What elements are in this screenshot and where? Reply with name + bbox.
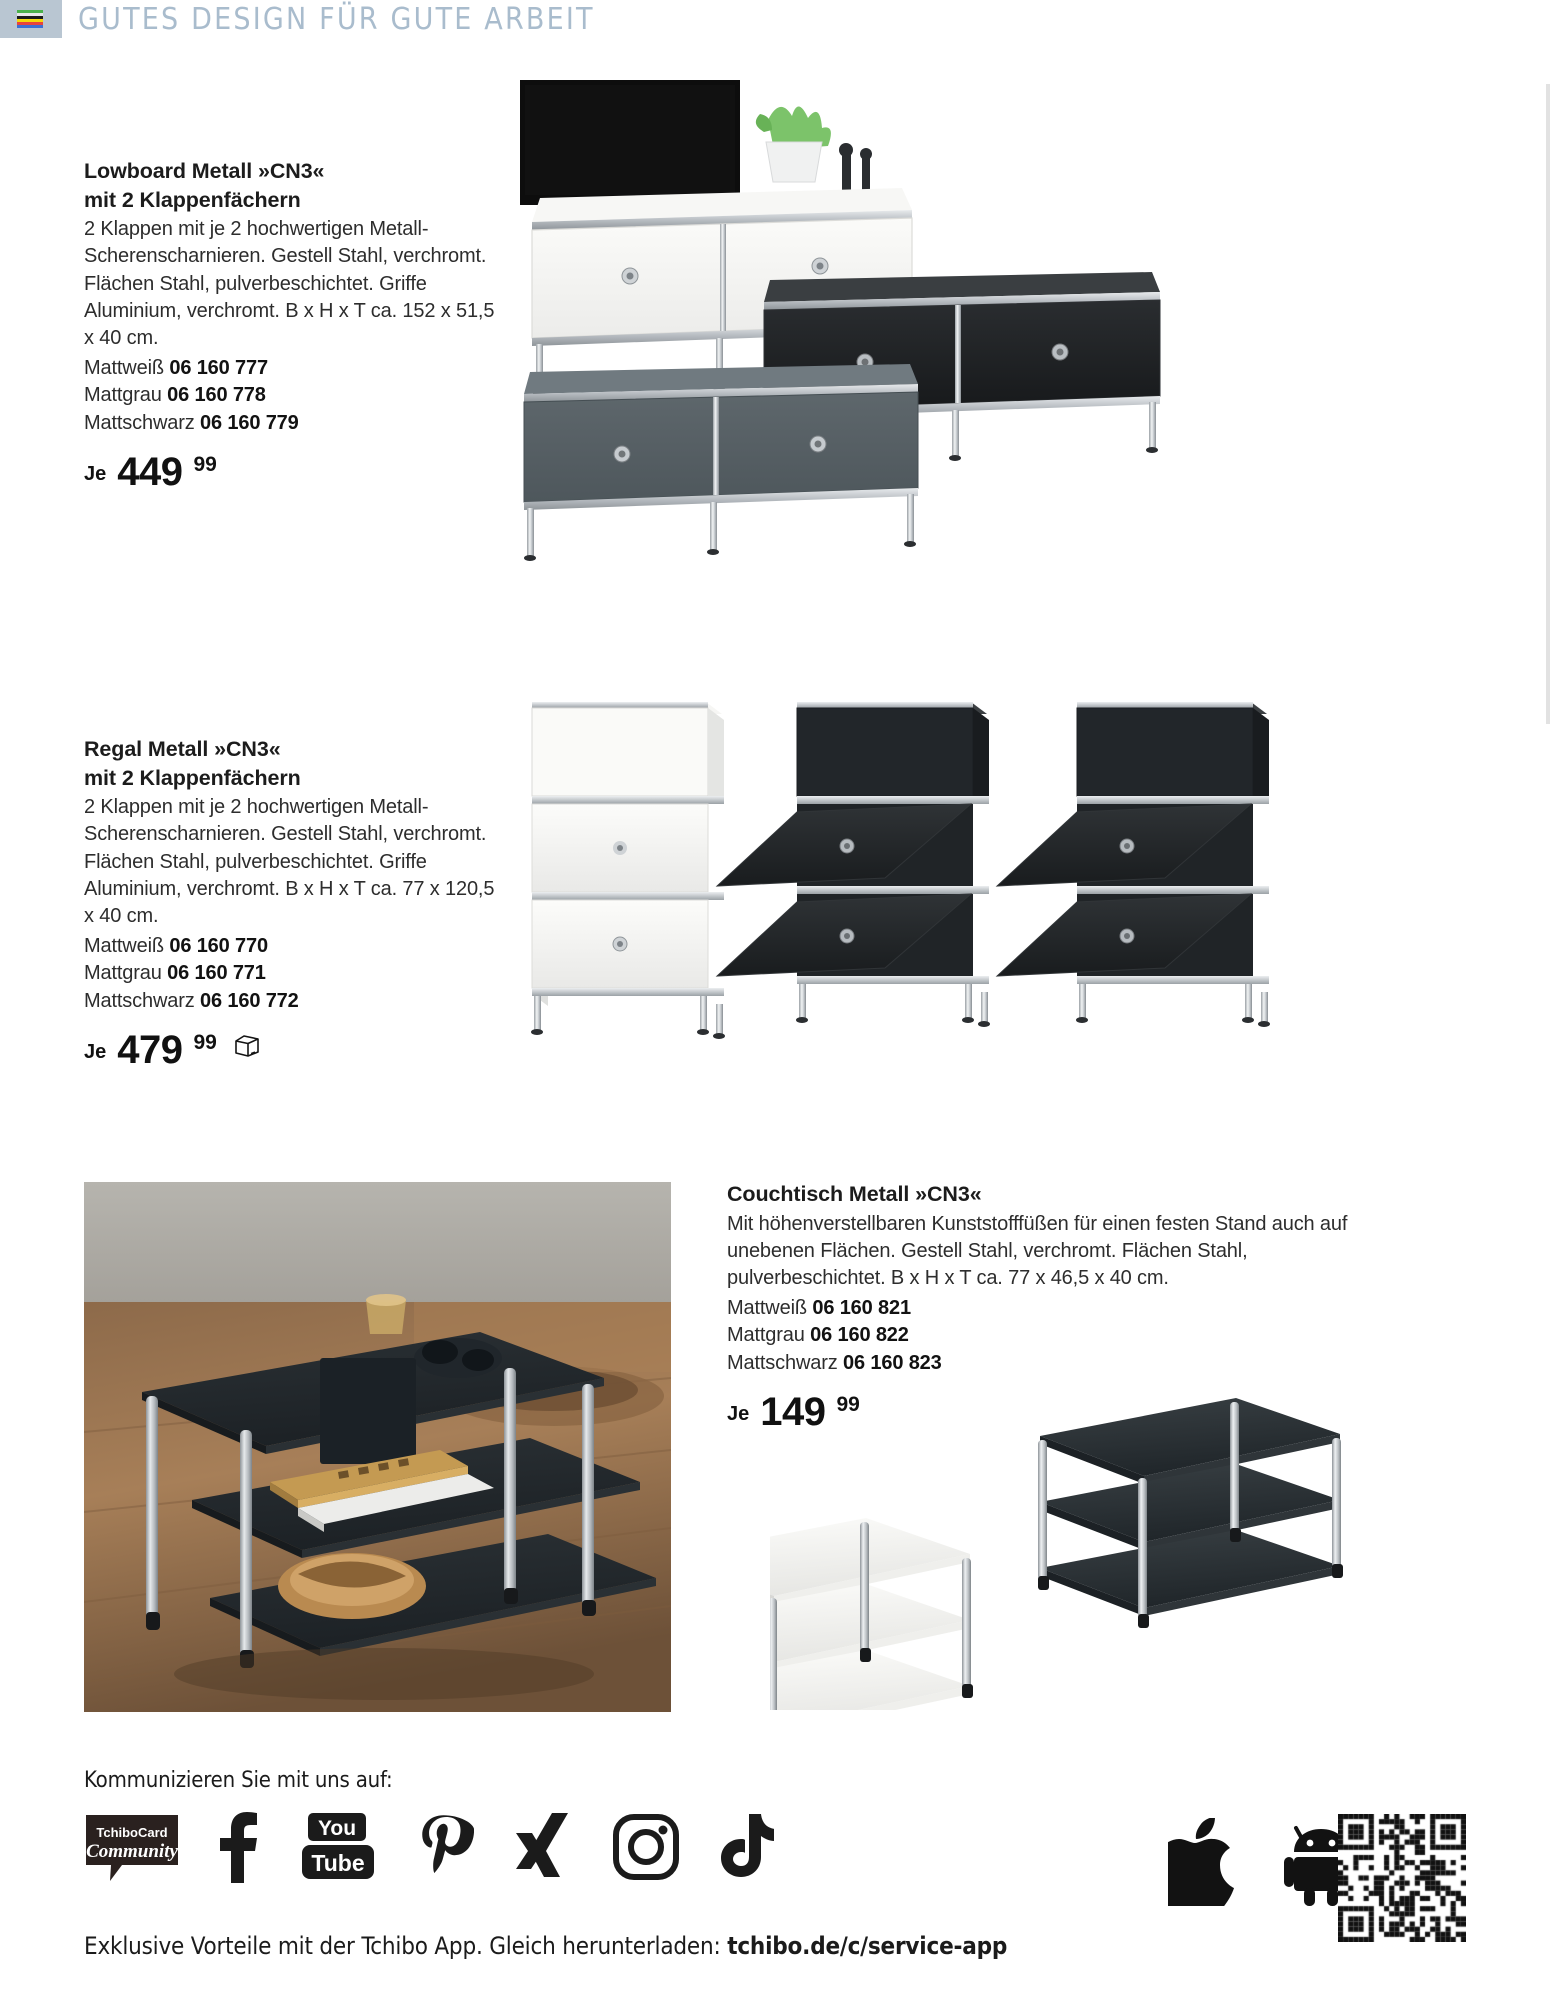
variant-row (84, 960, 504, 987)
couchtisch-lifestyle-photo (84, 1182, 671, 1712)
apple-logo-icon[interactable] (1168, 1818, 1242, 1911)
lowboard-articles (84, 355, 504, 437)
right-rule (1546, 84, 1550, 724)
regal-product-image (520, 700, 1530, 1100)
variant-color: Mattweiß (84, 935, 164, 958)
price-euros: 449 (117, 449, 183, 494)
price-euros: 149 (760, 1389, 826, 1434)
lowboard-illustration (520, 80, 1530, 640)
app-url[interactable]: tchibo.de/c/service-app (727, 1932, 1008, 1960)
couchtisch-product-images (770, 1370, 1450, 1710)
wood-bowl-decor (278, 1553, 426, 1619)
variant-color: Mattschwarz (727, 1351, 838, 1374)
variant-row (727, 1322, 1367, 1349)
price-cents: 99 (836, 1392, 860, 1416)
color-registration-mark-icon (17, 10, 43, 28)
regal-description: 2 Klappen mit je 2 hochwertigen Metall-Scherenscharnieren. Gestell Stahl, verchromt. Flächen Stahl, pulverbeschichtet. Griffe Aluminium, verchromt. B x H x T ca. 77 x 120,5 x 40 cm. (84, 796, 495, 927)
variant-row (84, 382, 504, 409)
regal-title-line2: mit 2 Klappenfächern (84, 765, 301, 790)
variant-color: Mattschwarz (84, 989, 195, 1012)
lowboard-title-line1: Lowboard Metall »CN3« (84, 159, 325, 183)
headphones-decor (414, 1338, 502, 1378)
youtube-line2: Tube (311, 1850, 365, 1876)
variant-row (84, 410, 504, 437)
page-title: GUTES DESIGN FÜR GUTE ARBEIT (78, 2, 595, 37)
variant-article: 06 160 771 (167, 962, 266, 985)
instagram-icon[interactable] (612, 1810, 680, 1884)
regal-title-line1: Regal Metall »CN3« (84, 737, 281, 761)
facebook-icon[interactable] (218, 1810, 262, 1884)
tchibocard-line2: Community (86, 1841, 178, 1862)
app-promo-text: Exklusive Vorteile mit der Tchibo App. Gleich herunterladen: (84, 1932, 728, 1960)
lowboard-title-line2: mit 2 Klappenfächern (84, 187, 301, 212)
tchibocard-line1: TchiboCard (96, 1825, 168, 1840)
couchtisch-photo-illustration (84, 1182, 671, 1712)
social-links (84, 1810, 774, 1884)
price-cents: 99 (193, 452, 217, 476)
variant-article: 06 160 822 (810, 1324, 909, 1347)
variant-row (84, 355, 504, 382)
package-box-icon (234, 1034, 260, 1069)
xing-icon[interactable] (512, 1810, 574, 1884)
variant-article: 06 160 777 (169, 357, 268, 380)
lowboard-product-image (520, 80, 1530, 640)
variant-article: 06 160 770 (169, 935, 268, 958)
price-euros: 479 (117, 1027, 183, 1072)
regal-articles (84, 933, 504, 1015)
regal-price (84, 1027, 504, 1072)
price-cents: 99 (193, 1030, 217, 1054)
variant-row (84, 988, 504, 1015)
qr-code-icon[interactable] (1338, 1814, 1466, 1942)
regal-illustration (520, 700, 1530, 1100)
tchibocard-community-icon[interactable] (84, 1810, 180, 1884)
price-prefix: Je (727, 1402, 750, 1425)
registration-block (0, 0, 62, 38)
youtube-line1: You (317, 1817, 357, 1840)
variant-color: Mattweiß (84, 357, 164, 380)
price-prefix: Je (84, 1040, 107, 1063)
variant-color: Mattschwarz (84, 411, 195, 434)
variant-color: Mattweiß (727, 1297, 807, 1320)
glass-decor (366, 1294, 406, 1334)
variant-color: Mattgrau (84, 384, 162, 407)
variant-article: 06 160 823 (843, 1351, 942, 1374)
plant-decor (756, 106, 831, 182)
lowboard-text-block (84, 157, 504, 494)
couchtisch-title: Couchtisch Metall »CN3« (727, 1182, 982, 1206)
app-promo-line (84, 1932, 1007, 1960)
variant-article: 06 160 821 (812, 1297, 911, 1320)
variant-color: Mattgrau (727, 1324, 805, 1347)
couchtisch-description: Mit höhenverstellbaren Kunststofffüßen für einen festen Stand auch auf unebenen Flächen. Gestell Stahl, verchromt. Flächen Stahl, pulverbeschichtet. B x H x T ca. 77 x 46,5 x 40 cm. (727, 1212, 1348, 1289)
pinterest-icon[interactable] (418, 1810, 474, 1884)
variant-row (84, 933, 504, 960)
tiktok-icon[interactable] (718, 1810, 774, 1884)
variant-article: 06 160 778 (167, 384, 266, 407)
lowboard-description: 2 Klappen mit je 2 hochwertigen Metall-Scherenscharnieren. Gestell Stahl, verchromt. Flächen Stahl, pulverbeschichtet. Griffe Aluminium, verchromt. B x H x T ca. 152 x 51,5 x 40 cm. (84, 218, 495, 349)
couchtisch-articles (727, 1295, 1367, 1377)
price-prefix: Je (84, 462, 107, 485)
couchtisch-illustration (770, 1370, 1450, 1710)
youtube-icon[interactable] (300, 1810, 380, 1884)
app-store-logos (1168, 1818, 1358, 1911)
variant-row (727, 1295, 1367, 1322)
variant-article: 06 160 779 (200, 411, 299, 434)
variant-color: Mattgrau (84, 962, 162, 985)
communicate-label: Kommunizieren Sie mit uns auf: (84, 1768, 393, 1793)
variant-article: 06 160 772 (200, 989, 299, 1012)
lowboard-price (84, 449, 504, 494)
regal-text-block (84, 735, 504, 1072)
